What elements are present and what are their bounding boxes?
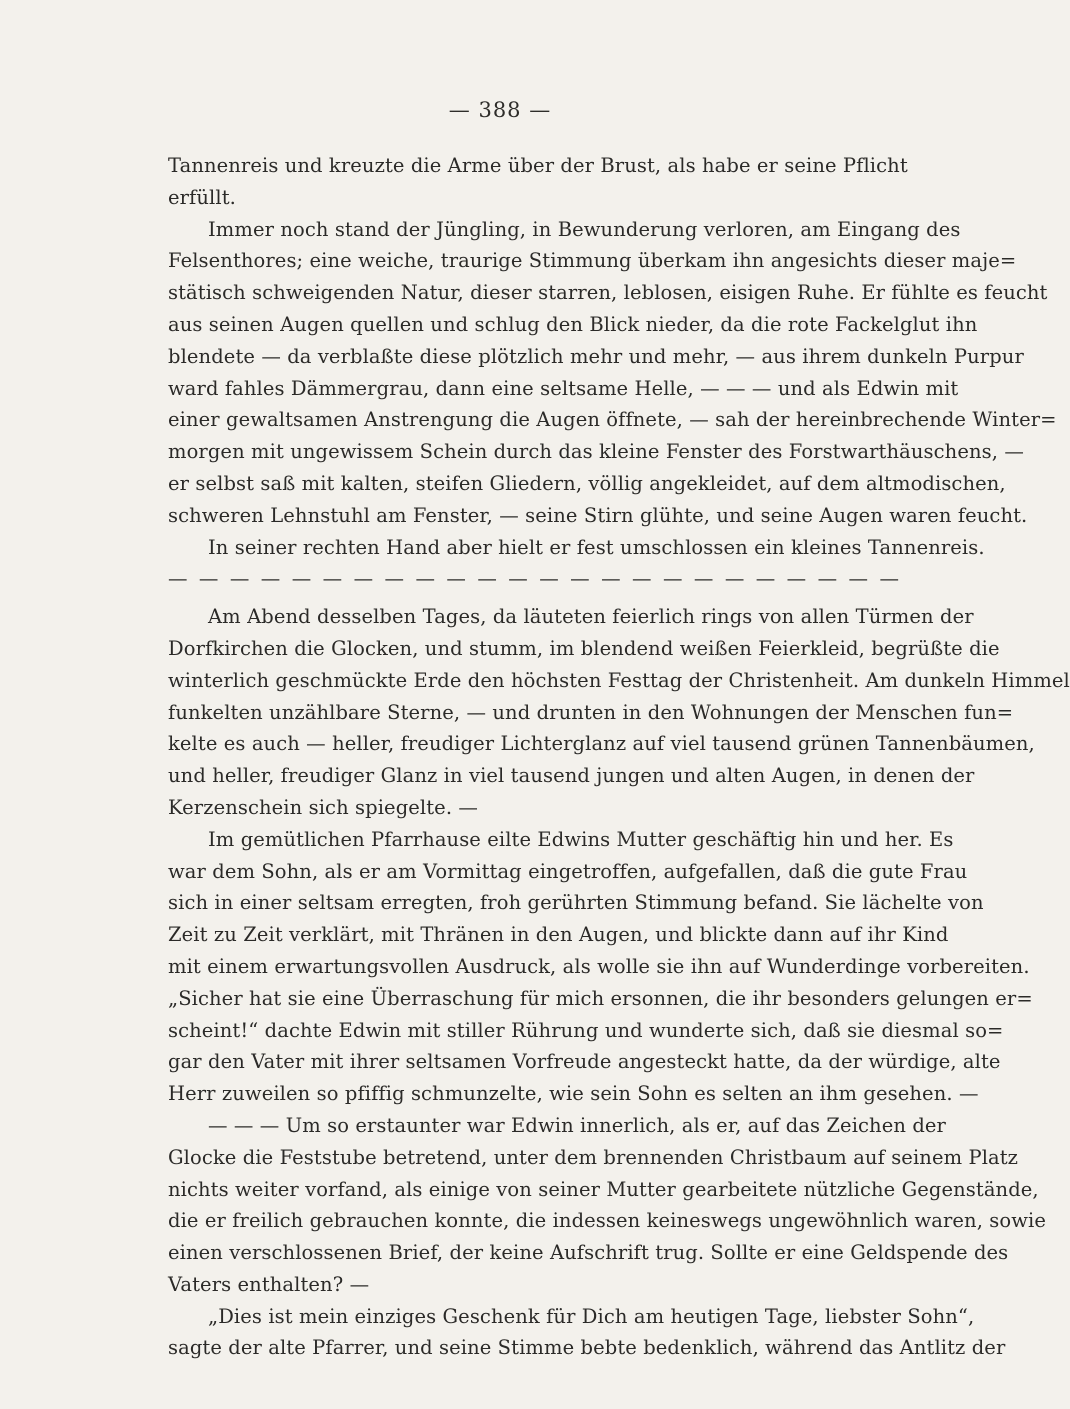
text-line: stätisch schweigenden Natur, dieser starren, leblosen, eisigen Ruhe. Er fühlte es feucht xyxy=(168,281,1048,305)
text-line: einer gewaltsamen Anstrengung die Augen öffnete, — sah der hereinbrechende Winter= xyxy=(168,408,1057,432)
text-line: kelte es auch — heller, freudiger Lichterglanz auf viel tausend grünen Tannenbäumen, xyxy=(168,732,1035,756)
text-line: „Sicher hat sie eine Überraschung für mich ersonnen, die ihr besonders gelungen er= xyxy=(168,986,1033,1010)
text-line: erfüllt. xyxy=(168,185,236,209)
text-line: Herr zuweilen so pfiffig schmunzelte, wie sein Sohn es selten an ihm gesehen. — xyxy=(168,1082,979,1106)
section-separator: — — — — — — — — — — — — — — — — — — — — — — — — xyxy=(168,567,901,591)
text-line: Vaters enthalten? — xyxy=(168,1272,370,1296)
text-line: Felsenthores; eine weiche, traurige Stimmung überkam ihn angesichts dieser maje= xyxy=(168,249,1017,273)
text-line: Kerzenschein sich spiegelte. — xyxy=(168,795,479,819)
text-line: Tannenreis und kreuzte die Arme über der Brust, als habe er seine Pflicht xyxy=(168,154,908,177)
text-line: mit einem erwartungsvollen Ausdruck, als wolle sie ihn auf Wunderdinge vorbereiten. xyxy=(168,954,1030,978)
text-line: sich in einer seltsam erregten, froh gerührten Stimmung befand. Sie lächelte von xyxy=(168,891,984,915)
text-line: Dorfkirchen die Glocken, und stumm, im blendend weißen Feierkleid, begrüßte die xyxy=(168,636,1000,660)
text-line: gar den Vater mit ihrer seltsamen Vorfreude angesteckt hatte, da der würdige, alte xyxy=(168,1050,1001,1074)
text-line: Glocke die Feststube betretend, unter dem brennenden Christbaum auf seinem Platz xyxy=(168,1145,1019,1169)
text-line: „Dies ist mein einziges Geschenk für Dich am heutigen Tage, liebster Sohn“, xyxy=(208,1304,975,1328)
text-line: schweren Lehnstuhl am Fenster, — seine Stirn glühte, und seine Augen waren feucht. xyxy=(168,503,1028,527)
text-line: aus seinen Augen quellen und schlug den Blick nieder, da die rote Fackelglut ihn xyxy=(168,312,978,336)
page-number: — 388 — xyxy=(448,98,552,122)
text-line: er selbst saß mit kalten, steifen Gliedern, völlig angekleidet, auf dem altmodischen, xyxy=(168,471,1006,495)
text-line: In seiner rechten Hand aber hielt er fest umschlossen ein kleines Tannenreis. xyxy=(208,535,985,559)
text-line: Am Abend desselben Tages, da läuteten feierlich rings von allen Türmen der xyxy=(208,605,974,629)
text-line: sagte der alte Pfarrer, und seine Stimme bebte bedenklich, während das Antlitz der xyxy=(168,1336,1006,1360)
text-line: die er freilich gebrauchen konnte, die indessen keineswegs ungewöhnlich waren, sowie xyxy=(168,1209,1047,1233)
text-line: war dem Sohn, als er am Vormittag eingetroffen, aufgefallen, daß die gute Frau xyxy=(168,859,968,883)
text-line: einen verschlossenen Brief, der keine Aufschrift trug. Sollte er eine Geldspende des xyxy=(168,1241,1009,1265)
text-line: morgen mit ungewissem Schein durch das kleine Fenster des Forstwarthäuschens, — xyxy=(168,440,1024,464)
text-line: winterlich geschmückte Erde den höchsten Festtag der Christenheit. Am dunkeln Himmel xyxy=(168,668,1070,692)
text-line: nichts weiter vorfand, als einige von seiner Mutter gearbeitete nützliche Gegenstände, xyxy=(168,1177,1039,1201)
text-line: und heller, freudiger Glanz in viel tausend jungen und alten Augen, in denen der xyxy=(168,764,975,788)
text-line: Zeit zu Zeit verklärt, mit Thränen in den Augen, und blickte dann auf ihr Kind xyxy=(168,923,949,947)
text-line: Im gemütlichen Pfarrhause eilte Edwins Mutter geschäftig hin und her. Es xyxy=(208,827,954,851)
text-line: ward fahles Dämmergrau, dann eine seltsame Helle, — — — und als Edwin mit xyxy=(168,376,959,400)
body-text xyxy=(168,150,1070,1364)
text-line: scheint!“ dachte Edwin mit stiller Rührung und wunderte sich, daß sie diesmal so= xyxy=(168,1018,1004,1042)
text-line: funkelten unzählbare Sterne, — und drunten in den Wohnungen der Menschen fun= xyxy=(168,700,1014,724)
text-line: Immer noch stand der Jüngling, in Bewunderung verloren, am Eingang des xyxy=(208,217,961,241)
text-line: — — — Um so erstaunter war Edwin innerlich, als er, auf das Zeichen der xyxy=(208,1113,946,1137)
text-line: blendete — da verblaßte diese plötzlich mehr und mehr, — aus ihrem dunkeln Purpur xyxy=(168,344,1024,368)
